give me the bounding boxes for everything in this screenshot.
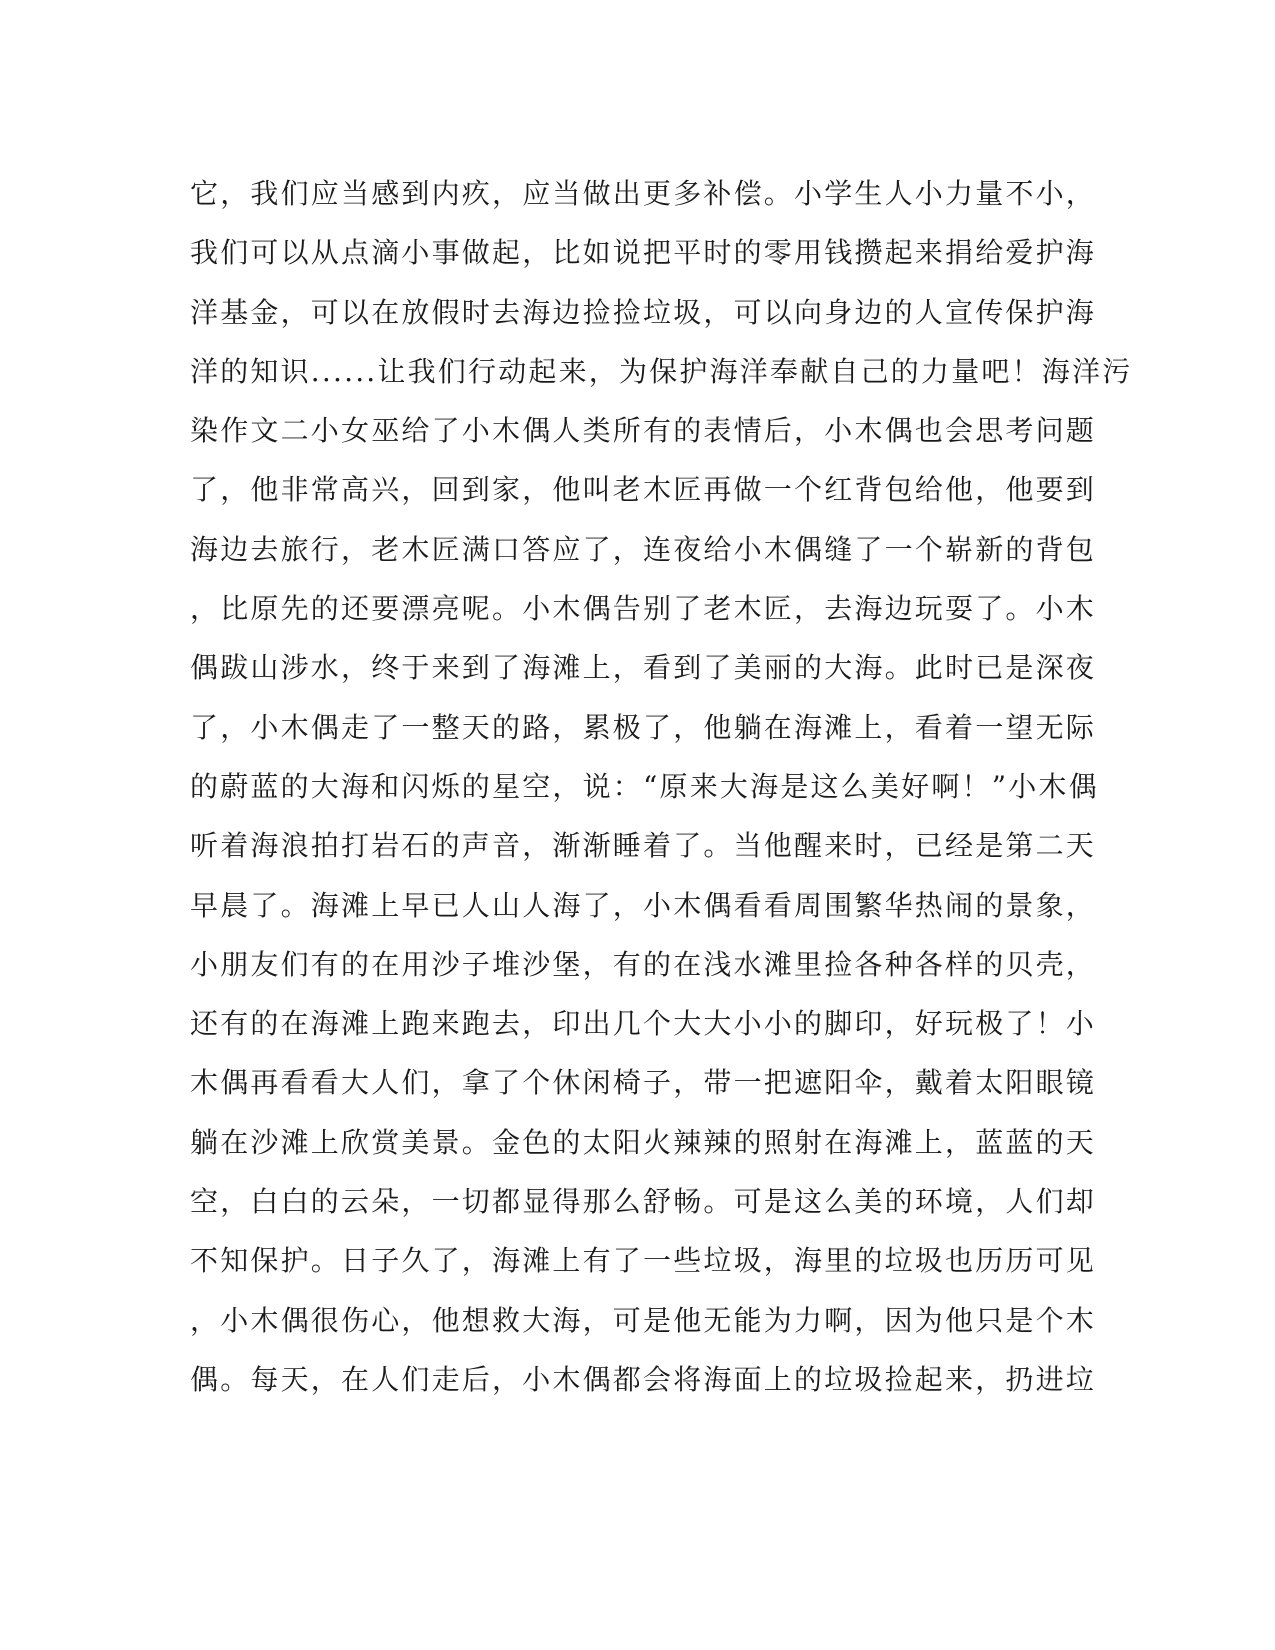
text-line: 空，白白的云朵，一切都显得那么舒畅。可是这么美的环境，人们却 [190,1185,1097,1219]
text-line: 偶。每天，在人们走后，小木偶都会将海面上的垃圾捡起来，扔进垃 [190,1362,1097,1396]
text-line: 木偶再看看大人们，拿了个休闲椅子，带一把遮阳伞，戴着太阳眼镜 [190,1066,1097,1100]
text-line: 海边去旅行，老木匠满口答应了，连夜给小木偶缝了一个崭新的背包 [190,532,1097,566]
text-line: 洋基金，可以在放假时去海边捡捡垃圾，可以向身边的人宣传保护海 [190,295,1097,329]
text-line: 染作文二小女巫给了小木偶人类所有的表情后，小木偶也会思考问题 [190,414,1097,448]
text-line: 不知保护。日子久了，海滩上有了一些垃圾，海里的垃圾也历历可见 [190,1244,1097,1278]
text-line: 听着海浪拍打岩石的声音，渐渐睡着了。当他醒来时，已经是第二天 [190,829,1097,863]
text-line: 的蔚蓝的大海和闪烁的星空，说：“原来大海是这么美好啊！”小木偶 [190,769,1099,803]
text-line: 了，他非常高兴，回到家，他叫老木匠再做一个红背包给他，他要到 [190,473,1097,507]
text-line: 小朋友们有的在用沙子堆沙堡，有的在浅水滩里捡各种各样的贝壳， [190,947,1097,981]
text-line: ，小木偶很伤心，他想救大海，可是他无能为力啊，因为他只是个木 [190,1303,1097,1337]
text-line: 它，我们应当感到内疚，应当做出更多补偿。小学生人小力量不小， [190,177,1097,210]
text-line: 早晨了。海滩上早已人山人海了，小木偶看看周围繁华热闹的景象， [190,888,1097,922]
text-line: 躺在沙滩上欣赏美景。金色的太阳火辣辣的照射在海滩上，蓝蓝的天 [190,1125,1097,1159]
text-line: 了，小木偶走了一整天的路，累极了，他躺在海滩上，看着一望无际 [190,710,1097,744]
text-line: 偶跋山涉水，终于来到了海滩上，看到了美丽的大海。此时已是深夜 [190,651,1097,685]
text-line: 还有的在海滩上跑来跑去，印出几个大大小小的脚印，好玩极了！小 [190,1007,1097,1041]
text-line: 洋的知识......让我们行动起来，为保护海洋奉献自己的力量吧！海洋污 [190,354,1133,388]
text-line: ，比原先的还要漂亮呢。小木偶告别了老木匠，去海边玩耍了。小木 [190,592,1097,626]
body-text [190,164,1133,1409]
text-line: 我们可以从点滴小事做起，比如说把平时的零用钱攒起来捐给爱护海 [190,236,1097,270]
